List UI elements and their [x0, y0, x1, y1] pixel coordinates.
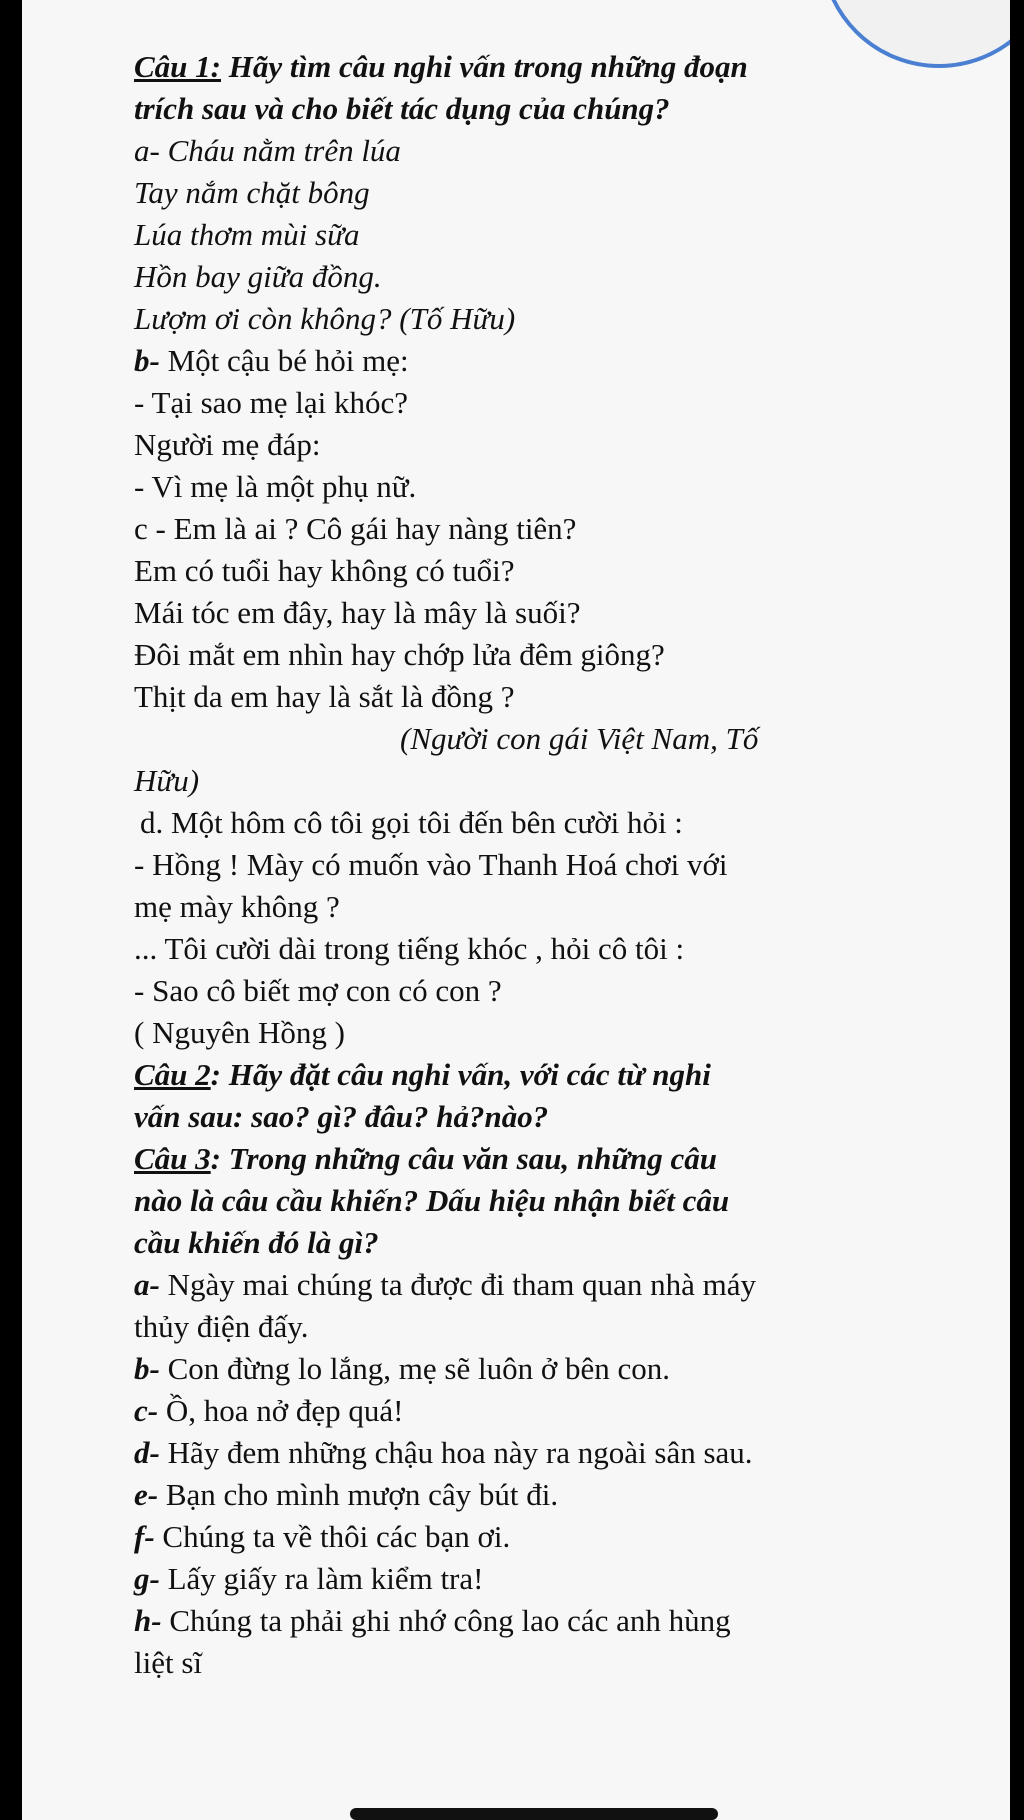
excerpt-b-line: b- Một cậu bé hỏi mẹ: [134, 343, 409, 378]
sentence-item: h- Chúng ta phải ghi nhớ công lao các anh hùng [134, 1603, 731, 1638]
sentence-item: thủy điện đấy. [134, 1309, 309, 1344]
question-3-label: Câu 3 [134, 1141, 211, 1176]
excerpt-d-line: - Hồng ! Mày có muốn vào Thanh Hoá chơi với [134, 847, 728, 882]
excerpt-c-line: c - Em là ai ? Cô gái hay nàng tiên? [134, 511, 577, 546]
excerpt-c-source: Hữu) [134, 763, 200, 798]
question-1-line-1: Câu 1: Hãy tìm câu nghi vấn trong những đoạn [134, 49, 748, 84]
excerpt-d-line: - Sao cô biết mợ con có con ? [134, 973, 502, 1008]
poem-a-line: Tay nắm chặt bông [134, 175, 370, 210]
sentence-item: b- Con đừng lo lắng, mẹ sẽ luôn ở bên con. [134, 1351, 671, 1386]
question-3-line-1: Câu 3: Trong những câu văn sau, những câu [134, 1141, 717, 1176]
excerpt-c-source: (Người con gái Việt Nam, Tố [400, 721, 759, 756]
excerpt-d-line: ... Tôi cười dài trong tiếng khóc , hỏi cô tôi : [134, 931, 685, 966]
question-3-line-3: cầu khiến đó là gì? [134, 1225, 379, 1260]
sentence-item: d- Hãy đem những chậu hoa này ra ngoài sân sau. [134, 1435, 753, 1470]
question-1-label: Câu 1: [134, 49, 221, 84]
home-indicator-bar[interactable] [350, 1808, 718, 1820]
question-1-line-2: trích sau và cho biết tác dụng của chúng? [134, 91, 670, 126]
excerpt-d-line: d. Một hôm cô tôi gọi tôi đến bên cười hỏi : [140, 805, 683, 840]
sentence-item: a- Ngày mai chúng ta được đi tham quan nhà máy [134, 1267, 757, 1302]
poem-a-line: Lúa thơm mùi sữa [134, 217, 360, 252]
sentence-item: c- Ồ, hoa nở đẹp quá! [134, 1393, 404, 1428]
screen-edge-right [1010, 0, 1024, 1820]
poem-a-line: Lượm ơi còn không? (Tố Hữu) [134, 301, 516, 336]
screen-edge-left [0, 0, 22, 1820]
excerpt-b-line: Người mẹ đáp: [134, 427, 321, 462]
excerpt-c-line: Mái tóc em đây, hay là mây là suối? [134, 595, 581, 630]
sentence-item: f- Chúng ta về thôi các bạn ơi. [134, 1519, 511, 1554]
excerpt-b-line: - Tại sao mẹ lại khóc? [134, 385, 409, 420]
question-2-line-2: vấn sau: sao? gì? đâu? hả?nào? [134, 1099, 549, 1134]
excerpt-d-line: ( Nguyên Hồng ) [134, 1015, 345, 1050]
excerpt-c-line: Thịt da em hay là sắt là đồng ? [134, 679, 515, 714]
excerpt-b-line: - Vì mẹ là một phụ nữ. [134, 469, 417, 504]
poem-a-line: Hồn bay giữa đồng. [134, 259, 382, 294]
question-2-line-1: Câu 2: Hãy đặt câu nghi vấn, với các từ nghi [134, 1057, 711, 1092]
question-2-label: Câu 2 [134, 1057, 211, 1092]
excerpt-d-line: mẹ mày không ? [134, 889, 340, 924]
excerpt-c-line: Em có tuổi hay không có tuổi? [134, 553, 515, 588]
question-3-line-2: nào là câu cầu khiến? Dấu hiệu nhận biết câu [134, 1183, 730, 1218]
sentence-item: e- Bạn cho mình mượn cây bút đi. [134, 1477, 559, 1512]
document-content [134, 46, 964, 1684]
poem-a-line: a- Cháu nằm trên lúa [134, 133, 401, 168]
sentence-item: liệt sĩ [134, 1645, 203, 1680]
excerpt-c-line: Đôi mắt em nhìn hay chớp lửa đêm giông? [134, 637, 665, 672]
sentence-item: g- Lấy giấy ra làm kiểm tra! [134, 1561, 484, 1596]
